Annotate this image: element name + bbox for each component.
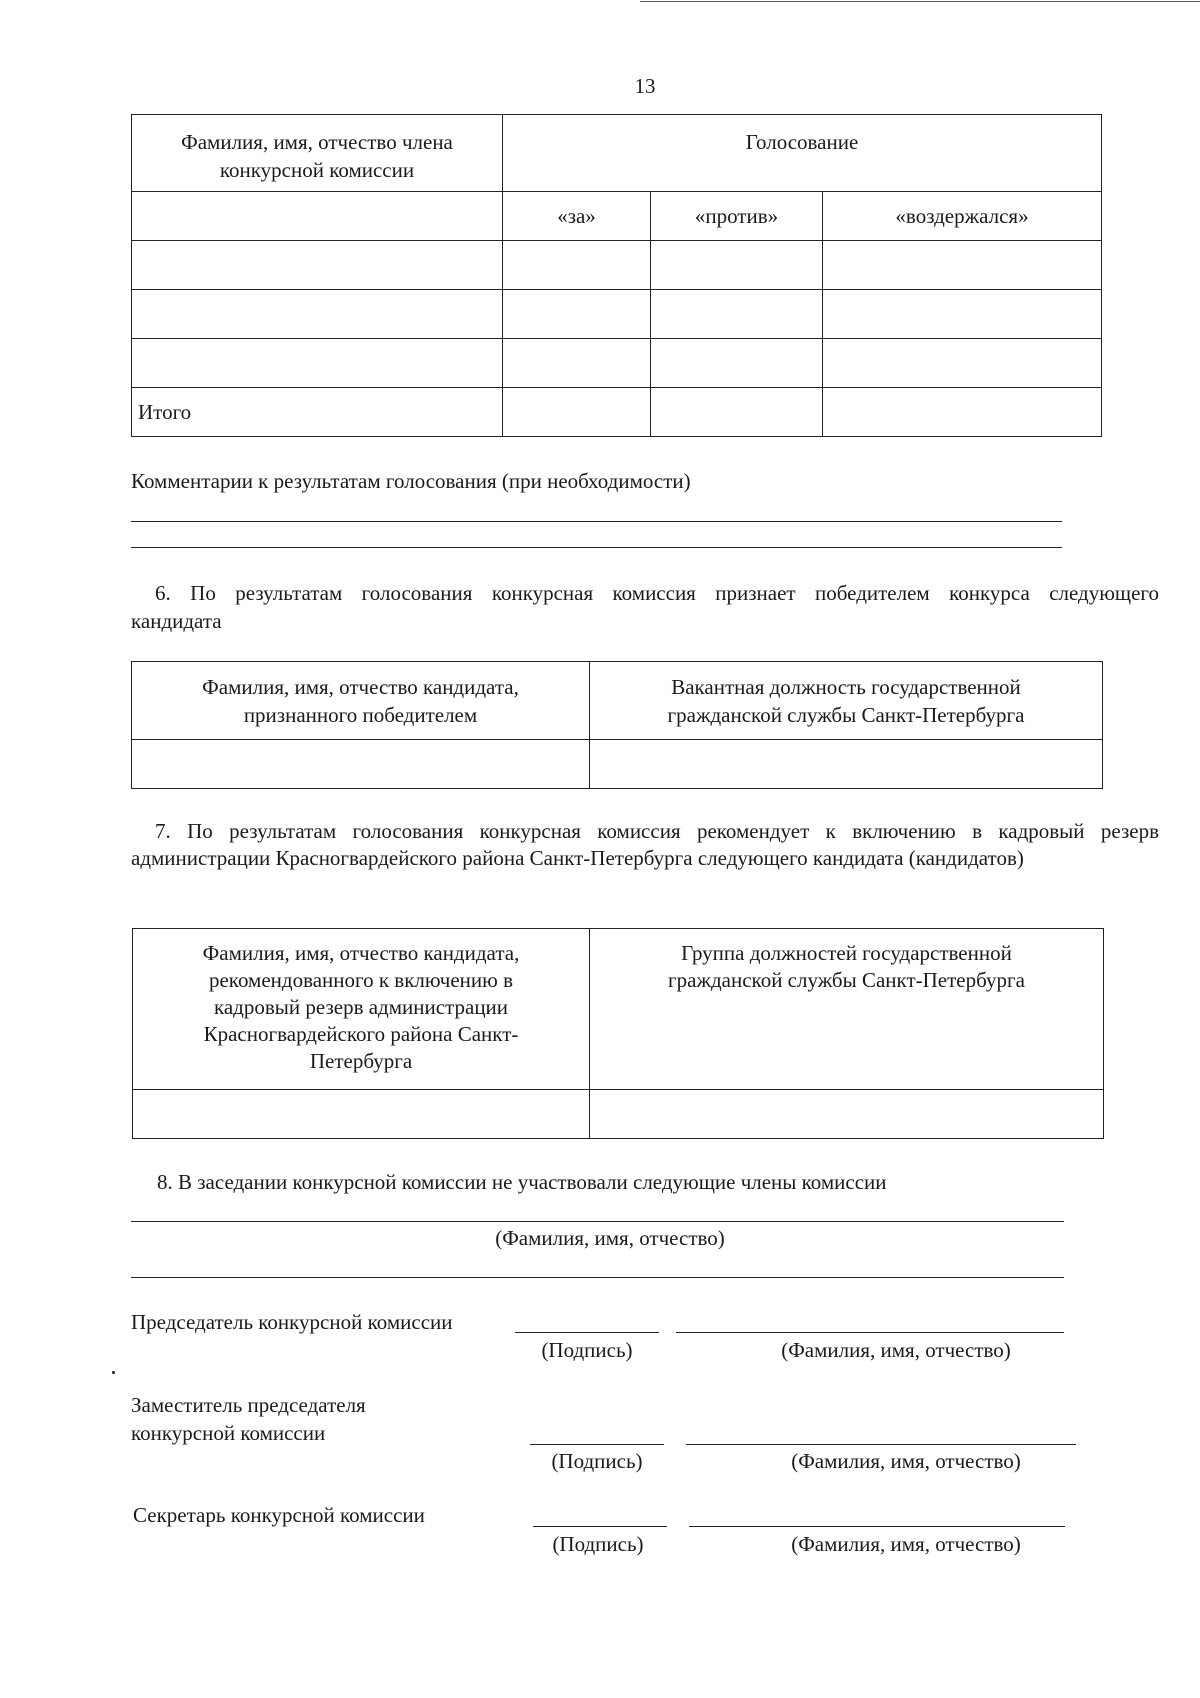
table-row: [133, 1090, 1104, 1139]
winner-candidate-header: [132, 662, 590, 740]
secretary-label: Секретарь конкурсной комиссии: [133, 1503, 425, 1527]
voting-table: [131, 114, 1102, 437]
vote-against-cell: [651, 241, 823, 290]
vote-for-cell: [503, 290, 651, 339]
winner-candidate-header-text: Фамилия, имя, отчество кандидата, признанного победителем: [202, 675, 519, 727]
total-against-cell: [651, 388, 823, 437]
vacant-position-header: [590, 662, 1103, 740]
absent-members-line: [131, 1221, 1064, 1222]
chairman-signature-caption: (Подпись): [541, 1338, 633, 1362]
reserve-table: [132, 928, 1104, 1139]
vacant-position-header-text: Вакантная должность государственной гражданской службы Санкт-Петербурга: [667, 675, 1025, 727]
chairman-fio-line: [676, 1332, 1064, 1333]
winner-table: [131, 661, 1103, 789]
deputy-label-line-2: конкурсной комиссии: [131, 1421, 326, 1445]
vote-against-cell: [651, 290, 823, 339]
section-8-text: 8. В заседании конкурсной комиссии не участвовали следующие члены комиссии: [157, 1170, 887, 1194]
vote-for-header: «за»: [503, 192, 651, 241]
deputy-signature-line: [530, 1444, 664, 1445]
deputy-fio-line: [686, 1444, 1076, 1445]
secretary-fio-caption: (Фамилия, имя, отчество): [791, 1532, 1021, 1556]
voting-header: [503, 115, 1102, 192]
table-row: [132, 339, 1102, 388]
member-name-cell: [132, 241, 503, 290]
member-name-cell: [132, 339, 503, 388]
vote-against-header: «против»: [651, 192, 823, 241]
reserve-candidate-header: [133, 929, 590, 1090]
member-name-header-text: Фамилия, имя, отчество члена конкурсной комиссии: [181, 130, 453, 182]
vote-abstained-cell: [823, 241, 1102, 290]
reserve-candidate-header-text: Фамилия, имя, отчество кандидата, рекомендованного к включению в кадровый резерв администрации Красногвардейского района Санкт-Петербурга: [202, 941, 520, 1073]
top-edge-rule: [640, 1, 1200, 2]
comments-line-2: [131, 547, 1062, 548]
margin-dot: [112, 1371, 115, 1374]
deputy-label-line-1: Заместитель председателя: [131, 1393, 366, 1417]
vote-for-cell: [503, 241, 651, 290]
vote-abstained-cell: [823, 290, 1102, 339]
vote-abstained-header: «воздержался»: [823, 192, 1102, 241]
member-name-subcell: [132, 192, 503, 241]
member-name-cell: [132, 290, 503, 339]
total-for-cell: [503, 388, 651, 437]
position-group-header-text: Группа должностей государственной гражданской службы Санкт-Петербурга: [668, 941, 1025, 992]
total-abstained-cell: [823, 388, 1102, 437]
secretary-signature-caption: (Подпись): [552, 1532, 644, 1556]
winner-candidate-cell: [132, 740, 590, 789]
vote-against-cell: [651, 339, 823, 388]
section-6-text: 6. По результатам голосования конкурсная комиссия признает победителем конкурса следующего кандидата: [131, 581, 1159, 633]
voting-header-text: Голосование: [745, 130, 859, 154]
chairman-label: Председатель конкурсной комиссии: [131, 1310, 453, 1334]
deputy-signature-caption: (Подпись): [551, 1449, 643, 1473]
secretary-fio-line: [689, 1526, 1065, 1527]
table-row: [132, 290, 1102, 339]
member-name-header: [132, 115, 503, 192]
chairman-signature-line: [515, 1332, 659, 1333]
reserve-candidate-cell: [133, 1090, 590, 1139]
vote-abstained-cell: [823, 339, 1102, 388]
position-group-header: [590, 929, 1104, 1090]
total-label: Итого: [132, 388, 503, 437]
absent-fio-caption: (Фамилия, имя, отчество): [495, 1226, 725, 1250]
chairman-fio-caption: (Фамилия, имя, отчество): [781, 1338, 1011, 1362]
position-group-cell: [590, 1090, 1104, 1139]
vacant-position-cell: [590, 740, 1103, 789]
table-row: [132, 241, 1102, 290]
section-7-text: 7. По результатам голосования конкурсная комиссия рекомендует к включению в кадровый резерв администрации Красногвардейского района Санкт-Петербурга следующего кандидата (кандидатов): [131, 819, 1159, 870]
table-row: [132, 740, 1103, 789]
comments-line-1: [131, 521, 1062, 522]
comments-label: Комментарии к результатам голосования (при необходимости): [131, 469, 691, 493]
deputy-fio-caption: (Фамилия, имя, отчество): [791, 1449, 1021, 1473]
total-row: [132, 388, 1102, 437]
secretary-signature-line: [533, 1526, 667, 1527]
vote-for-cell: [503, 339, 651, 388]
page-number: 13: [634, 74, 656, 98]
absent-members-line-2: [131, 1277, 1064, 1278]
